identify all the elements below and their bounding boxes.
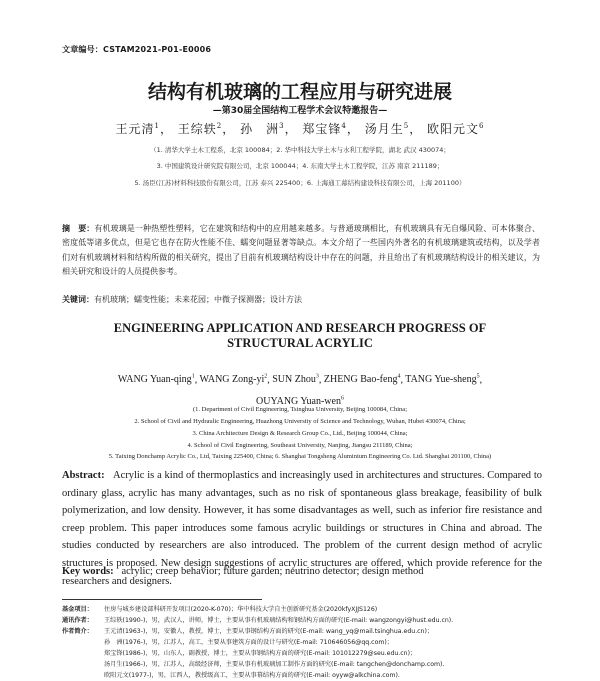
en-affiliation-line: 2. School of Civil and Hydraulic Engineering, Huazhong University of Science and Technology, Wuhan, Hubei 430074, China;	[134, 418, 466, 425]
en-author: ZHENG Bao-feng$^4$	[323, 374, 401, 386]
footnote-author-bio: 孙 洲(1976-)，男，江苏人，高工，主要从事建筑方面的设计与研究(E-mail: 710646056@qq.com)；	[104, 639, 393, 646]
en-author: WANG Zong-$yi^2$	[199, 374, 268, 386]
en-affiliation-line: 3. China Architecture Design & Research Group Co., Ltd., Beijing 100044, China;	[192, 430, 408, 437]
footnote-author-bio: 作者简介： 王元清(1963-)，男，安徽人，教授，博士，主要从事钢结构方面的研究(E-mail: wang_yq@mail.tsinghua.edu.cn)；	[62, 628, 434, 635]
chinese-abstract	[62, 222, 540, 279]
chinese-title: 结构有机玻璃的工程应用与研究进展	[147, 81, 452, 103]
cn-affiliation-line: 5. 汤臣(江苏)材料科技股份有限公司，江苏 泰兴 225400；6. 上海通工幕结构建设科技有限公司，上海 201100）	[134, 179, 466, 187]
cn-keywords-text: 有机玻璃；蠕变性能；未来花园；中微子探测器；设计方法	[94, 295, 302, 304]
cn-author: 欧阳元文$^6$	[427, 122, 485, 136]
en-affiliation-line: (1. Department of Civil Engineering, Tsinghua University, Beijing 100084, China;	[192, 406, 407, 413]
cn-affiliation-line: 3. 中国建筑设计研究院有限公司，北京 100044；4. 东南大学土木工程学院，江苏 南京 211189；	[156, 162, 444, 170]
cn-author: 王元清$^1$	[115, 122, 160, 136]
footnote-author-bio: 郑宝锋(1986-)，男，山东人，副教授，博士，主要从事钢结构方面的研究(E-mail: 101012279@seu.edu.cn)；	[104, 650, 417, 657]
en-abstract-label: Abstract:	[62, 470, 105, 481]
cn-author: 王综轶$^2$	[177, 122, 223, 136]
english-authors: WANG Yuan-qing$^1$, WANG Zong-$yi^2$, SUN Zhou$^3$, ZHENG Bao-feng$^4$, TANG Yue-sheng$^5$, OUYANG Yuan-wen$^6$	[117, 374, 483, 407]
cn-author: 汤月生$^5$	[364, 122, 410, 136]
chinese-keywords	[62, 294, 540, 305]
en-title-line: STRUCTURAL ACRYLIC	[227, 336, 373, 350]
article-number: 文章编号：CSTAM2021-P01-E0006	[62, 45, 212, 54]
english-keywords	[62, 566, 542, 577]
en-affiliation-line: 5. Taixing Donchamp Acrylic Co., Ltd, Taixing 225400, China; 6. Shanghai Tongsheng Aluminium Engineering Co. Ltd. Shanghai 201100, China)	[108, 453, 492, 460]
en-affiliation-line: 4. School of Civil Engineering, Southeast University, Nanjing, Jiangsu 211189, China;	[187, 442, 413, 449]
cn-author: 郑宝锋$^4$	[302, 122, 347, 136]
en-author: WANG Yuan-qing$^1$	[117, 374, 195, 386]
en-author: SUN Zhou$^3$	[272, 374, 319, 386]
en-author: OUYANG Yuan-wen$^6$	[256, 395, 344, 407]
footnote-divider	[62, 599, 262, 600]
en-keywords-text: acrylic; creep behavior; future garden; neutrino detector; design method	[121, 566, 424, 577]
cn-abstract-label: 摘 要：	[62, 224, 95, 233]
footnote-corresponding-author: 通讯作者： 王综轶(1990-)，男，武汉人，讲师，博士，主要从事有机玻璃结构和钢结构方面的研究(E-mail: wangzongyi@hust.edu.cn).	[62, 617, 454, 624]
en-abstract-text: Acrylic is a kind of thermoplastics and increasingly used in architectures and structures. Compared to ordinary glass, acrylic has many advantages, such as no risk of spontaneous glass breakage, feasibility of bulk polymerization, and low density. However, it has some disadvantages as well, such as inferior fire resistance and creep problem. This paper introduces some famous acrylic buildings or structures in China and abroad. The studies conducted by researchers are also introduced. The problem of the current design method of acrylic structures is proposed. New design suggestions of acrylic structures are offered, which provide reference for the researchers and designers.	[62, 470, 542, 587]
cn-abstract-text: 有机玻璃是一种热塑性塑料，它在建筑和结构中的应用越来越多。与普通玻璃相比，有机玻璃具有无自爆风险、可本体聚合、密度低等诸多优点，但是它也存在防火性能不佳、蠕变问题显著等缺点。本文介绍了一些国内外著名的有机玻璃建筑或结构，以及学者们对有机玻璃材料和结构所做的相关研究，提出了目前有机玻璃结构设计中存在的问题，并且给出了有机玻璃结构设计的相关建议，为相关研究和设计的人员提供参考。	[62, 224, 541, 276]
en-title-line: ENGINEERING APPLICATION AND RESEARCH PROGRESS OF	[113, 321, 487, 335]
footnote-author-bio: 欧阳元文(1977-)，男，江西人，教授级高工，主要从事幕结构方面的研究(E-mail: oyyw@alkchina.com).	[104, 672, 400, 679]
cn-keywords-label: 关键词：	[62, 295, 94, 304]
chinese-subtitle: —第30届全国结构工程学术会议特邀报告—	[212, 106, 388, 116]
footnote-author-bio: 汤月生(1966-)，男，江苏人，高级经济师，主要从事有机玻璃加工制作方面的研究(E-mail: tangchen@donchamp.com).	[104, 661, 445, 668]
cn-author: 孙 洲$^3$	[240, 122, 285, 136]
cn-affiliation-line: （1. 清华大学土木工程系，北京 100084；2. 华中科技大学土木与水利工程学院，湖北 武汉 430074；	[150, 146, 450, 154]
en-keywords-label: Key words:	[62, 566, 114, 577]
chinese-authors: 王元清$^1$， 王综轶$^2$， 孙 洲$^3$， 郑宝锋$^4$， 汤月生$^5$， 欧阳元文$^6$	[115, 122, 485, 136]
footnote-funding: 基金项目： 住房与城乡建设部科研开发项目(2020-K-070)；华中科技大学自主创新研究基金(2020kfyXJJS126)	[62, 606, 378, 613]
english-title	[0, 321, 600, 351]
en-author: TANG Yue-sheng$^5$	[405, 374, 480, 386]
